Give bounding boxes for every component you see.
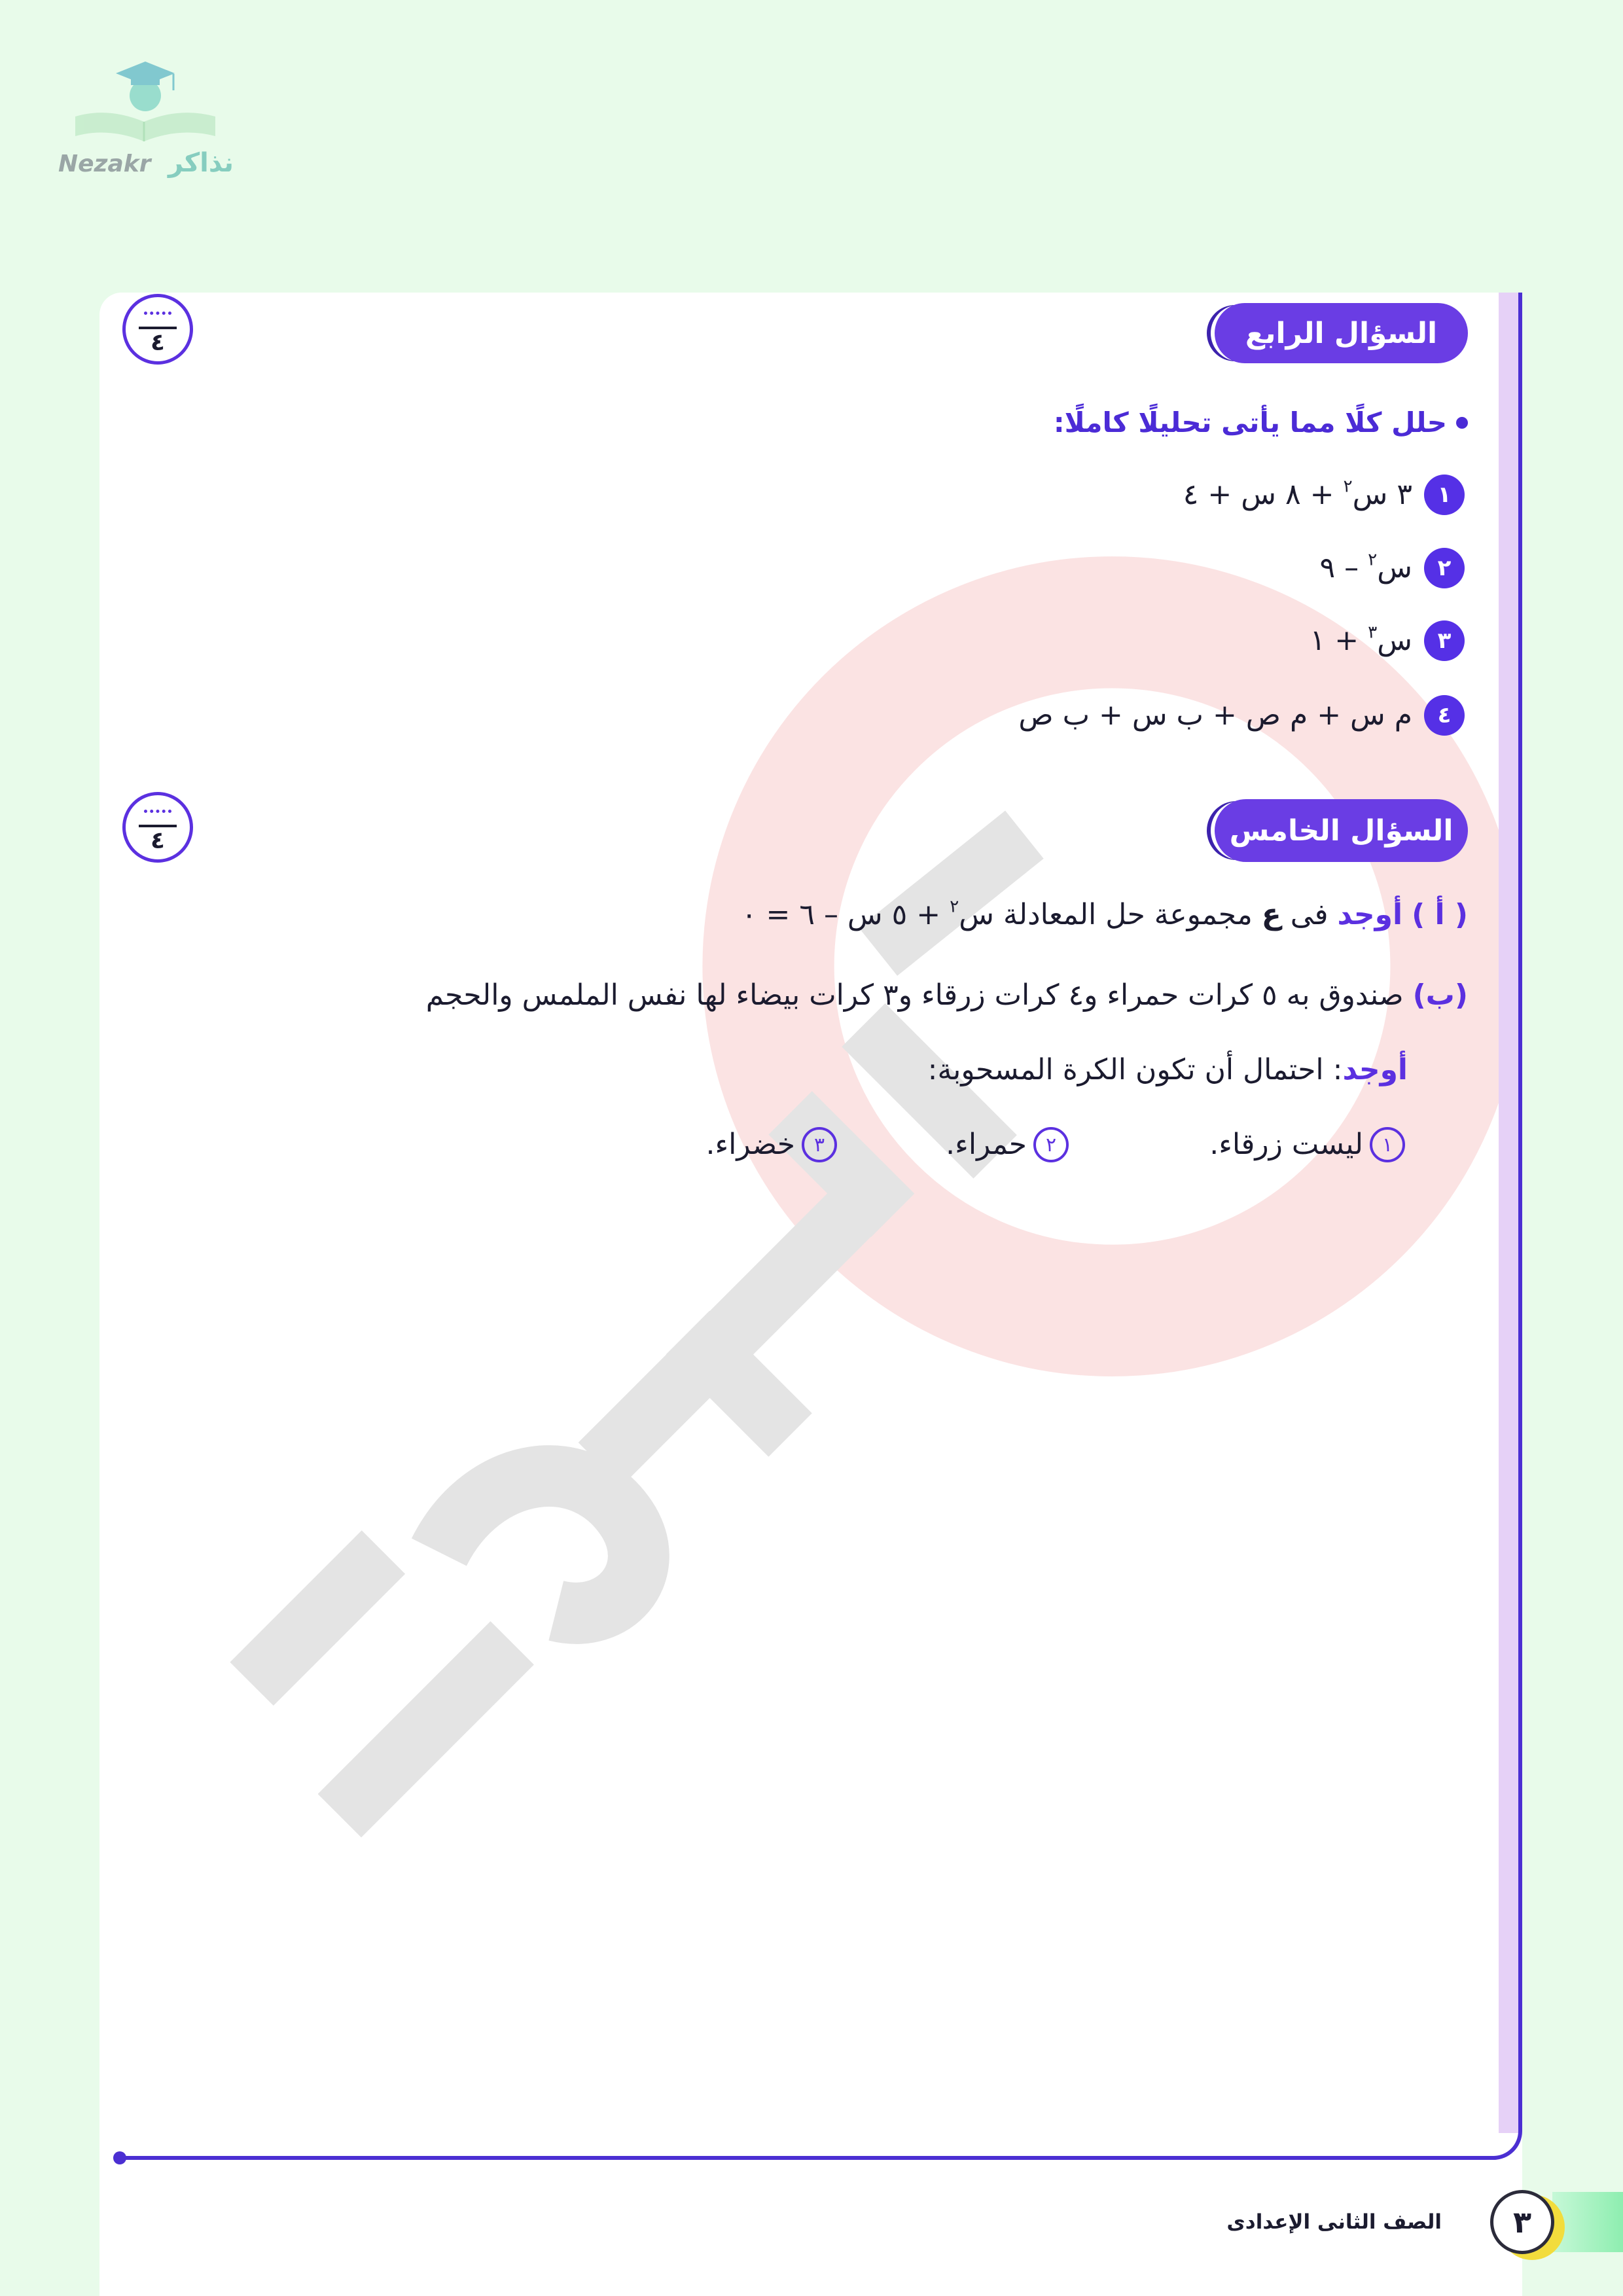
score-blank (144, 312, 171, 315)
expression-part: س (1377, 624, 1412, 657)
nezakr-logo (56, 51, 235, 183)
expression-part: + ١ (1310, 624, 1368, 657)
exponent: ٢ (1368, 549, 1378, 570)
question4-item (1018, 695, 1465, 736)
part-a-text: مجموعة حل المعادلة س (959, 898, 1262, 931)
question5-title: السؤال الخامس (1229, 814, 1454, 848)
page-number-value: ٣ (1512, 2204, 1532, 2240)
bullet-icon (1456, 417, 1468, 429)
page-frame-line (120, 293, 1522, 2160)
option-number: ١ (1370, 1127, 1405, 1162)
logo-text-arabic: نذاكر (168, 148, 234, 178)
question5-find (928, 1050, 1408, 1090)
option-text: ليست زرقاء. (1209, 1128, 1363, 1161)
expression-part: + ٨ س + ٤ (1183, 478, 1344, 511)
item-expression: م س + م ص + ب س + ب ص (1018, 698, 1412, 732)
part-a-text: فى (1281, 898, 1338, 931)
part-b-text: صندوق به ٥ كرات حمراء و٤ كرات زرقاء و٣ كرات بيضاء لها نفس الملمس والحجم (425, 978, 1413, 1012)
set-symbol: ع (1261, 898, 1281, 931)
exponent: ٣ (1368, 622, 1378, 643)
logo-text-latin: Nezakr (58, 151, 151, 177)
question4-score-box (122, 294, 193, 365)
option-number: ٣ (802, 1127, 837, 1162)
footer-grade: الصف الثانى الإعدادى (1226, 2210, 1442, 2234)
score-denominator: ٤ (151, 827, 165, 854)
part-a-text: + ٥ س – ٦ = ٠ (741, 898, 950, 931)
page-number (1490, 2190, 1554, 2254)
question5-part-a (741, 895, 1468, 935)
exponent: ٢ (1343, 476, 1353, 497)
item-number: ٤ (1424, 695, 1465, 736)
question4-item (1310, 620, 1465, 661)
item-number: ٢ (1424, 548, 1465, 588)
question5-part-b (426, 976, 1468, 1015)
item-expression (1310, 620, 1412, 661)
question4-instruction-row (1054, 403, 1468, 442)
option-text: حمراء. (946, 1128, 1027, 1161)
score-denominator: ٤ (151, 329, 165, 356)
item-expression (1319, 548, 1412, 588)
part-a-verb: أوجد (1337, 898, 1403, 931)
option-item (1209, 1126, 1405, 1163)
expression-part: ٣ س (1352, 478, 1412, 511)
score-blank (144, 810, 171, 813)
option-item (946, 1126, 1069, 1163)
question4-header (1215, 303, 1468, 363)
part-b-label: (ب) (1412, 978, 1468, 1012)
expression-part: س (1377, 551, 1412, 584)
item-expression (1183, 475, 1412, 515)
question4-item (1319, 548, 1465, 588)
expression-part: – ٩ (1319, 551, 1368, 584)
part-a-label: ( أ ) (1412, 898, 1468, 931)
item-number: ٣ (1424, 620, 1465, 661)
frame-line-dot (113, 2151, 126, 2164)
option-number: ٢ (1033, 1127, 1069, 1162)
option-item (705, 1126, 837, 1163)
question5-header (1215, 799, 1468, 862)
question4-title: السؤال الرابع (1245, 316, 1438, 350)
question4-instruction: حلل كلًا مما يأتى تحليلًا كاملًا: (1053, 406, 1447, 439)
item-number: ١ (1424, 475, 1465, 515)
question4-item (1183, 475, 1465, 515)
exponent: ٢ (950, 896, 959, 917)
find-text: : احتمال أن تكون الكرة المسحوبة: (927, 1053, 1343, 1086)
logo-graphic (75, 62, 215, 141)
find-verb: أوجد (1342, 1053, 1408, 1086)
question5-score-box (122, 792, 193, 863)
option-text: خضراء. (705, 1128, 795, 1161)
